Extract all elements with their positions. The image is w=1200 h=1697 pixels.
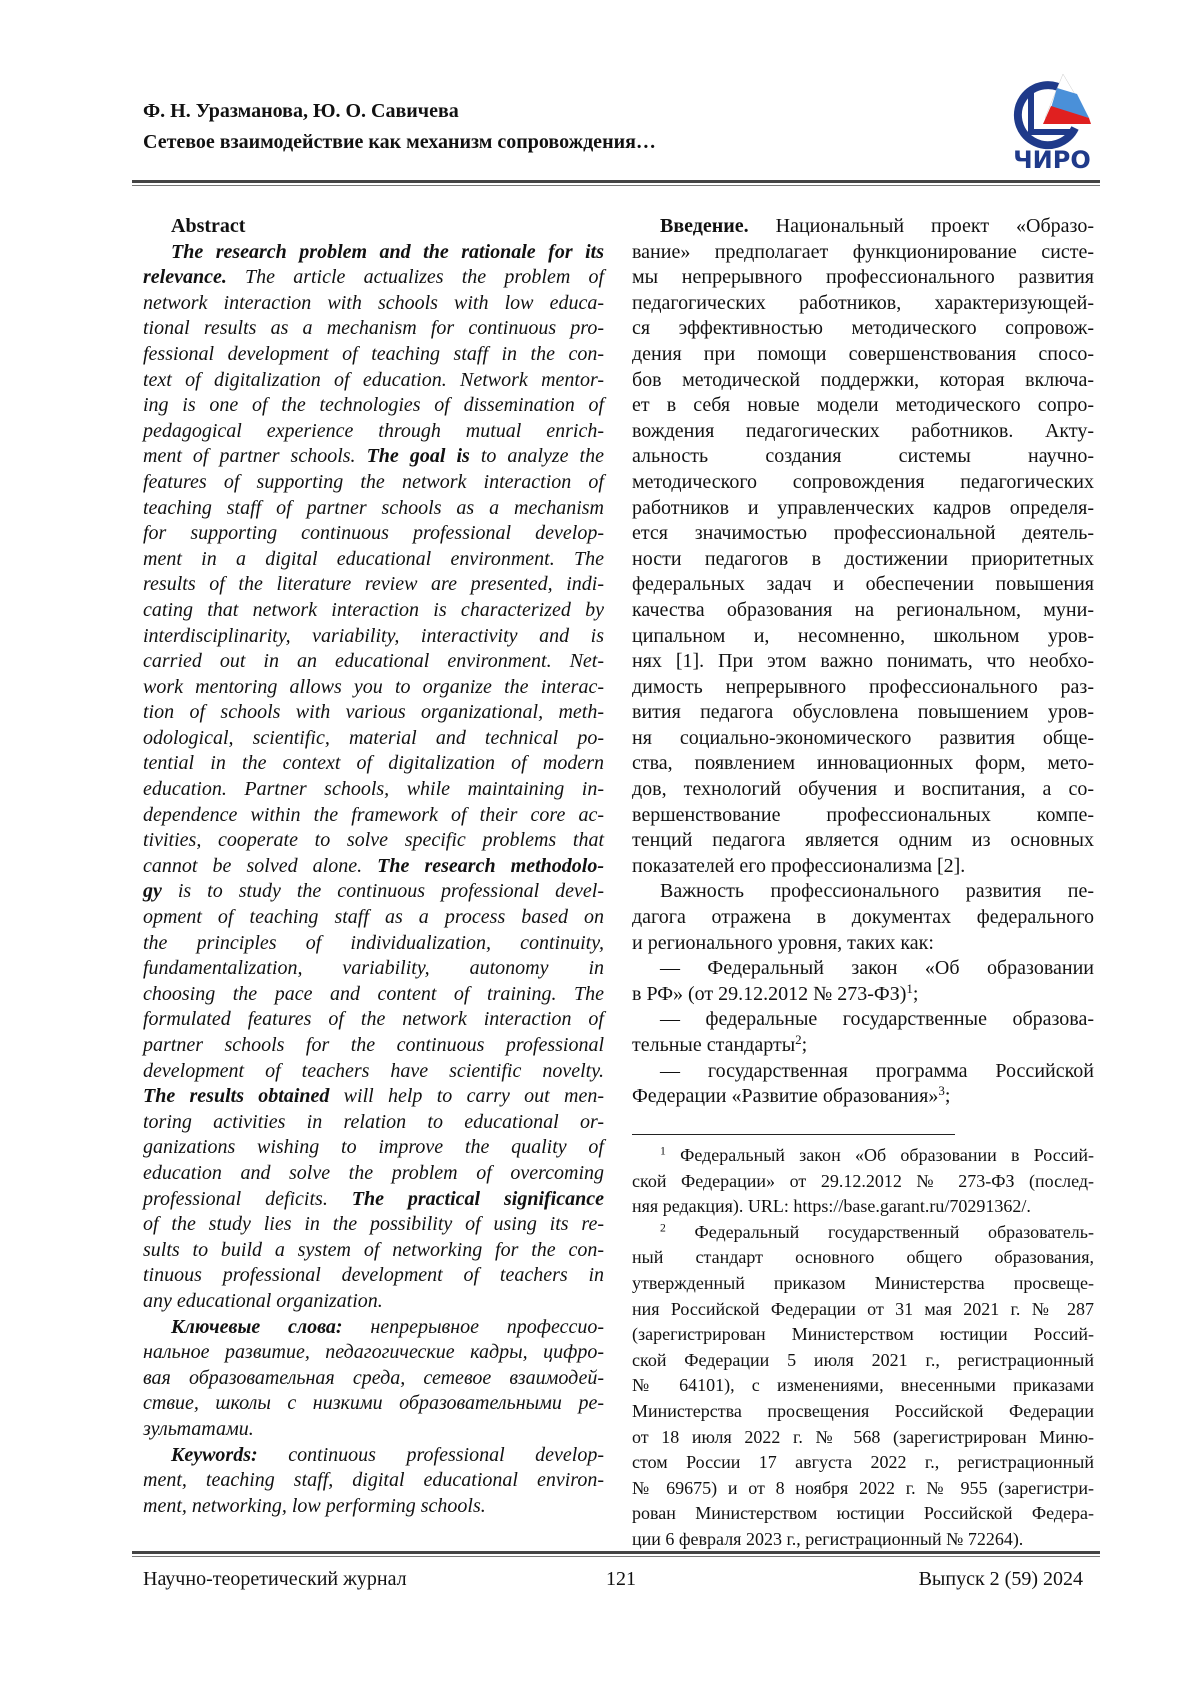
- text-segment: нальное развитие, педагогические кадры, цифро-: [143, 1341, 604, 1363]
- text-segment: зультатами.: [143, 1418, 254, 1440]
- text-segment: ства, появлением инновационных форм, мето-: [632, 752, 1094, 774]
- text-line: [143, 1007, 604, 1033]
- text-segment: tential in the context of digitalization of modern: [143, 752, 604, 774]
- text-line: [632, 1220, 1094, 1246]
- text-segment: федеральных задач и обеспечении повышения: [632, 573, 1094, 595]
- text-segment: утвержденный приказом Министерства просвеще-: [632, 1273, 1094, 1293]
- text-segment: ный стандарт основного общего образования,: [632, 1247, 1094, 1267]
- text-segment: carried out in an educational environment. Net-: [143, 650, 604, 672]
- text-segment: ment of partner schools.: [143, 445, 367, 467]
- text-segment: features of supporting the network interaction of: [143, 471, 604, 493]
- text-segment: № 69675) и от 8 ноября 2022 г. № 955 (зарегистри-: [632, 1478, 1094, 1498]
- text-segment: The practical significance: [352, 1188, 604, 1210]
- text-line: [632, 956, 1094, 982]
- text-line: [632, 726, 1094, 752]
- text-segment: Важность профессионального развития пе-: [660, 880, 1094, 902]
- text-line: [143, 1494, 604, 1520]
- header-rule: [132, 180, 1100, 183]
- text-line: [632, 1501, 1094, 1527]
- text-line: [143, 444, 604, 470]
- text-line: [632, 1425, 1094, 1451]
- text-segment: — Федеральный закон «Об образовании: [660, 957, 1094, 979]
- text-segment: The goal is: [367, 445, 470, 467]
- text-line: [143, 931, 604, 957]
- text-segment: sults to build a system of networking for the con-: [143, 1239, 604, 1261]
- text-line: [143, 1161, 604, 1187]
- text-line: [143, 598, 604, 624]
- text-segment: альность создания системы научно-: [632, 445, 1094, 467]
- text-line: [143, 316, 604, 342]
- text-line: [143, 291, 604, 317]
- text-line: [632, 1271, 1094, 1297]
- text-segment: рован Министерством юстиции Российской Федера-: [632, 1503, 1094, 1523]
- text-segment: ment, networking, low performing schools.: [143, 1495, 486, 1517]
- text-line: [143, 1443, 604, 1469]
- footnote-ref: 1: [660, 1145, 666, 1158]
- text-segment: в РФ» (от 29.12.2012 № 273-ФЗ): [632, 983, 906, 1005]
- article-authors: Ф. Н. Уразманова, Ю. О. Савичева: [143, 100, 459, 123]
- text-line: [143, 1084, 604, 1110]
- text-line: [143, 1340, 604, 1366]
- text-line: [632, 1373, 1094, 1399]
- text-line: [632, 598, 1094, 624]
- text-line: [143, 1263, 604, 1289]
- text-line: [632, 419, 1094, 445]
- text-line: [143, 470, 604, 496]
- text-line: [143, 1110, 604, 1136]
- text-segment: и регионального уровня, таких как:: [632, 932, 934, 954]
- text-line: [632, 1007, 1094, 1033]
- text-line: [632, 265, 1094, 291]
- text-segment: дов, технологий обучения и воспитания, а со-: [632, 778, 1094, 800]
- text-segment: ment in a digital educational environment. The: [143, 548, 604, 570]
- footnotes: [632, 1143, 1094, 1553]
- text-line: [143, 1366, 604, 1392]
- text-segment: cating that network interaction is characterized by: [143, 599, 604, 621]
- text-line: [632, 1169, 1094, 1195]
- text-line: [632, 931, 1094, 957]
- text-line: [632, 496, 1094, 522]
- text-line: [632, 905, 1094, 931]
- text-line: [143, 1417, 604, 1443]
- text-line: [632, 1059, 1094, 1085]
- text-segment: ing is one of the technologies of dissemination of: [143, 394, 604, 416]
- text-segment: педагогических работников, характеризующей-: [632, 292, 1094, 314]
- text-segment: Введение.: [660, 215, 749, 237]
- text-line: [143, 1187, 604, 1213]
- text-line: [632, 1527, 1094, 1553]
- text-segment: ganizations wishing to improve the quality of: [143, 1136, 604, 1158]
- text-segment: education and solve the problem of overcoming: [143, 1162, 604, 1184]
- text-line: [632, 316, 1094, 342]
- text-segment: tional results as a mechanism for continuous pro-: [143, 317, 604, 339]
- text-segment: tivities, cooperate to solve specific problems that: [143, 829, 604, 851]
- text-line: [632, 1476, 1094, 1502]
- text-segment: качества образования на региональном, муни-: [632, 599, 1094, 621]
- text-line: [143, 726, 604, 752]
- text-segment: Федеральный государственный образователь-: [666, 1222, 1094, 1242]
- text-line: [632, 751, 1094, 777]
- text-line: [143, 649, 604, 675]
- abstract-column: [143, 214, 604, 1519]
- text-line: [143, 1468, 604, 1494]
- text-segment: work mentoring allows you to organize the interac-: [143, 676, 604, 698]
- text-segment: Национальный проект «Образо-: [749, 215, 1094, 237]
- text-line: [632, 1450, 1094, 1476]
- text-segment: Keywords:: [171, 1444, 258, 1466]
- text-segment: — государственная программа Российской: [660, 1060, 1094, 1082]
- text-segment: от 18 июля 2022 г. № 568 (зарегистрирован Миню-: [632, 1427, 1094, 1447]
- text-segment: работников и управленческих кадров определя-: [632, 497, 1094, 519]
- text-segment: interdisciplinarity, variability, interactivity and is: [143, 625, 604, 647]
- text-segment: The article actualizes the problem of: [227, 266, 604, 288]
- text-line: [143, 700, 604, 726]
- text-line: [632, 291, 1094, 317]
- text-segment: ;: [802, 1034, 808, 1056]
- text-segment: ;: [913, 983, 919, 1005]
- text-segment: ности педагогов в достижении приоритетных: [632, 548, 1094, 570]
- text-line: [632, 342, 1094, 368]
- text-segment: of the study lies in the possibility of using its re-: [143, 1213, 604, 1235]
- text-line: [632, 624, 1094, 650]
- text-line: [143, 1212, 604, 1238]
- text-line: [143, 905, 604, 931]
- text-line: [143, 265, 604, 291]
- text-line: [632, 393, 1094, 419]
- text-line: [143, 828, 604, 854]
- text-line: [632, 1348, 1094, 1374]
- text-segment: professional deficits.: [143, 1188, 352, 1210]
- text-line: [632, 240, 1094, 266]
- text-line: [143, 675, 604, 701]
- text-segment: няя редакция). URL: https://base.garant.ru/70291362/.: [632, 1196, 1031, 1216]
- text-segment: ет в себя новые модели методического сопро-: [632, 394, 1094, 416]
- footer-journal-name: Научно-теоретический журнал: [143, 1568, 407, 1591]
- text-segment: ципальном и, несомненно, школьном уров-: [632, 625, 1094, 647]
- text-line: [143, 1033, 604, 1059]
- text-segment: дения при помощи совершенствования спосо-: [632, 343, 1094, 365]
- text-segment: Abstract: [171, 215, 245, 237]
- text-line: [632, 777, 1094, 803]
- text-line: [632, 1297, 1094, 1323]
- text-segment: formulated features of the network interaction of: [143, 1008, 604, 1030]
- text-segment: the principles of individualization, continuity,: [143, 932, 604, 954]
- text-line: [632, 1033, 1094, 1059]
- text-line: [632, 547, 1094, 573]
- text-segment: The research problem and the rationale for its: [171, 241, 604, 263]
- text-segment: непрерывное профессио-: [343, 1316, 604, 1338]
- text-segment: ции 6 февраля 2023 г., регистрационный № 72264).: [632, 1529, 1023, 1549]
- text-line: [143, 982, 604, 1008]
- text-line: [632, 1084, 1094, 1110]
- text-segment: ment, teaching staff, digital educational environ-: [143, 1469, 604, 1491]
- text-segment: нях [1]. При этом важно понимать, что необхо-: [632, 650, 1094, 672]
- text-segment: network interaction with schools with low educa-: [143, 292, 604, 314]
- text-line: [632, 1245, 1094, 1271]
- text-segment: opment of teaching staff as a process based on: [143, 906, 604, 928]
- text-segment: is to study the continuous professional devel-: [162, 880, 604, 902]
- text-segment: ;: [945, 1085, 951, 1107]
- text-line: [143, 547, 604, 573]
- text-line: [143, 1238, 604, 1264]
- text-segment: tion of schools with various organizational, meth-: [143, 701, 604, 723]
- text-line: [143, 854, 604, 880]
- text-segment: (зарегистрирован Министерством юстиции Россий-: [632, 1324, 1094, 1344]
- text-segment: will help to carry out men-: [329, 1085, 604, 1107]
- text-segment: toring activities in relation to educational or-: [143, 1111, 604, 1133]
- text-line: [632, 1399, 1094, 1425]
- text-line: [143, 521, 604, 547]
- text-segment: вития педагога обусловлена повышением уров-: [632, 701, 1094, 723]
- text-line: [143, 240, 604, 266]
- text-line: [143, 624, 604, 650]
- text-segment: димость непрерывного профессионального раз-: [632, 676, 1094, 698]
- text-line: [143, 368, 604, 394]
- running-title: Сетевое взаимодействие как механизм сопровождения…: [143, 131, 656, 154]
- logo-text: ЧИРО: [1013, 146, 1090, 174]
- text-segment: Федеральный закон «Об образовании в Россий-: [666, 1145, 1094, 1165]
- text-line: [632, 649, 1094, 675]
- text-segment: ня социально-экономического развития обще-: [632, 727, 1094, 749]
- text-line: [632, 444, 1094, 470]
- text-segment: мы непрерывного профессионального развития: [632, 266, 1094, 288]
- text-segment: tinuous professional development of teachers in: [143, 1264, 604, 1286]
- text-segment: text of digitalization of education. Network mentor-: [143, 369, 604, 391]
- text-line: [632, 572, 1094, 598]
- text-segment: методического сопровождения педагогических: [632, 471, 1094, 493]
- text-segment: fessional development of teaching staff in the con-: [143, 343, 604, 365]
- footnote-separator: [632, 1134, 955, 1135]
- text-segment: pedagogical experience through mutual enrich-: [143, 420, 604, 442]
- text-line: [143, 342, 604, 368]
- text-line: [632, 1322, 1094, 1348]
- text-line: [632, 982, 1094, 1008]
- footer-rule: [132, 1551, 1100, 1554]
- text-segment: ской Федерации 5 июля 2021 г., регистрационный: [632, 1350, 1094, 1370]
- text-line: [632, 828, 1094, 854]
- text-line: [143, 777, 604, 803]
- text-line: [143, 419, 604, 445]
- text-segment: partner schools for the continuous professional: [143, 1034, 604, 1056]
- text-line: [143, 879, 604, 905]
- text-line: [632, 214, 1094, 240]
- text-segment: показателей его профессионализма [2].: [632, 855, 965, 877]
- text-line: [632, 879, 1094, 905]
- footnote-ref: 2: [795, 1032, 802, 1047]
- text-segment: continuous professional develop-: [258, 1444, 604, 1466]
- text-segment: Министерства просвещения Российской Федерации: [632, 1401, 1094, 1421]
- text-segment: any educational organization.: [143, 1290, 383, 1312]
- text-segment: cannot be solved alone.: [143, 855, 377, 877]
- text-line: [143, 572, 604, 598]
- text-line: [143, 1135, 604, 1161]
- text-segment: education. Partner schools, while maintaining in-: [143, 778, 604, 800]
- text-line: [632, 1194, 1094, 1220]
- text-line: [143, 956, 604, 982]
- text-segment: choosing the pace and content of training. The: [143, 983, 604, 1005]
- text-segment: вание» предполагает функционирование систе-: [632, 241, 1094, 263]
- text-segment: fundamentalization, variability, autonomy in: [143, 957, 604, 979]
- text-line: [632, 368, 1094, 394]
- text-segment: вая образовательная среда, сетевое взаимодей-: [143, 1367, 604, 1389]
- footer-issue: Выпуск 2 (59) 2024: [919, 1568, 1083, 1591]
- text-segment: dependence within the framework of their core ac-: [143, 804, 604, 826]
- text-segment: тельные стандарты: [632, 1034, 795, 1056]
- page-number: 121: [606, 1568, 636, 1591]
- text-segment: ется значимостью профессиональной деятель-: [632, 522, 1094, 544]
- text-line: [632, 675, 1094, 701]
- text-segment: тенций педагога является одним из основных: [632, 829, 1094, 851]
- text-segment: вождения педагогических работников. Акту-: [632, 420, 1094, 442]
- text-segment: Ключевые слова:: [171, 1316, 343, 1338]
- text-segment: to analyze the: [470, 445, 604, 467]
- text-line: [632, 1143, 1094, 1169]
- text-line: [143, 803, 604, 829]
- text-line: [632, 470, 1094, 496]
- text-segment: — федеральные государственные образова-: [660, 1008, 1094, 1030]
- footnote-ref: 1: [906, 981, 913, 996]
- text-line: [143, 496, 604, 522]
- text-segment: вершенствование профессиональных компе-: [632, 804, 1094, 826]
- text-segment: ся эффективностью методического сопровож-: [632, 317, 1094, 339]
- text-segment: The results obtained: [143, 1085, 329, 1107]
- text-line: [143, 1315, 604, 1341]
- text-segment: бов методической поддержки, которая включа-: [632, 369, 1094, 391]
- text-segment: стом России 17 августа 2022 г., регистрационный: [632, 1452, 1094, 1472]
- footnote-ref: 3: [938, 1083, 945, 1098]
- footnote-ref: 2: [660, 1221, 666, 1234]
- text-line: [632, 700, 1094, 726]
- text-line: [632, 854, 1094, 880]
- text-segment: relevance.: [143, 266, 227, 288]
- text-segment: The research methodolo-: [377, 855, 604, 877]
- text-line: [143, 393, 604, 419]
- text-segment: results of the literature review are presented, indi-: [143, 573, 604, 595]
- text-line: [143, 1391, 604, 1417]
- text-segment: ствие, школы с низкими образовательными ре-: [143, 1392, 604, 1414]
- text-line: [143, 1289, 604, 1315]
- introduction-column: [632, 214, 1094, 1110]
- text-segment: development of teachers have scientific novelty.: [143, 1060, 604, 1082]
- text-line: [632, 803, 1094, 829]
- text-segment: ния Российской Федерации от 31 мая 2021 г. № 287: [632, 1299, 1094, 1319]
- text-segment: odological, scientific, material and technical po-: [143, 727, 604, 749]
- text-segment: № 64101), с изменениями, внесенными приказами: [632, 1375, 1094, 1395]
- text-line: [143, 214, 604, 240]
- text-segment: Федерации «Развитие образования»: [632, 1085, 938, 1107]
- chiro-logo: [1005, 70, 1100, 175]
- text-segment: ской Федерации» от 29.12.2012 № 273-ФЗ (послед-: [632, 1171, 1094, 1191]
- text-line: [143, 751, 604, 777]
- text-segment: gy: [143, 880, 162, 902]
- text-segment: for supporting continuous professional develop-: [143, 522, 604, 544]
- text-segment: дагога отражена в документах федерального: [632, 906, 1094, 928]
- text-line: [632, 521, 1094, 547]
- text-segment: teaching staff of partner schools as a mechanism: [143, 497, 604, 519]
- text-line: [143, 1059, 604, 1085]
